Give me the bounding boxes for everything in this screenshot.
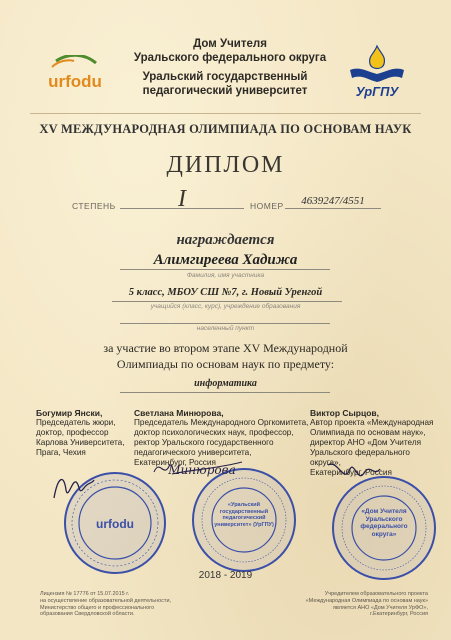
signatory-2-line: Екатеринбург, Россия xyxy=(134,458,216,467)
header-org-1 xyxy=(130,37,330,65)
footer-license xyxy=(40,591,190,618)
header-divider xyxy=(30,113,421,114)
signature-2-text: Минюрова xyxy=(168,463,236,477)
school-caption: учащийся (класс, курс), учреждение образования xyxy=(150,303,301,310)
signature-1 xyxy=(48,470,98,504)
awarded-text: награждается xyxy=(176,232,275,248)
footer-left-line: образования Свердловской области. xyxy=(40,611,135,618)
signatory-1-name: Богумир Янски, xyxy=(36,408,103,418)
region-underline xyxy=(120,323,330,324)
seal-3-center-text: «Дом Учителя Уральского федерального округа» xyxy=(360,508,408,538)
urgpu-logo xyxy=(346,44,408,100)
urfodu-logo xyxy=(38,55,112,101)
org-line-2: Уральского федерального округа xyxy=(133,52,327,64)
footer-right-line: Учредителем образовательного проекта xyxy=(324,591,428,597)
signatory-2-line: Председатель Международного Оргкомитета, xyxy=(134,418,309,427)
name-caption: Фамилия, имя участника xyxy=(186,272,265,279)
header-org-2 xyxy=(120,70,330,98)
signatory-3-line: Автор проекта «Международная xyxy=(310,418,434,427)
signatory-2-line: педагогического университета, xyxy=(134,448,252,457)
footer-right-line: г.Екатеринбург, Россия xyxy=(370,611,428,618)
signature-3 xyxy=(324,455,384,491)
subject-value: информатика xyxy=(194,378,257,389)
recipient-school: 5 класс, МБОУ СШ №7, г. Новый Уренгой xyxy=(128,287,323,298)
org-line-4: педагогический университет xyxy=(142,85,308,97)
recipient-name: Алимгиреева Хадижа xyxy=(153,252,298,268)
signatory-3-line: Олимпиада по основам наук», xyxy=(310,428,426,437)
footer-founder xyxy=(258,591,428,618)
signatory-1-line: Председатель жюри, xyxy=(36,418,116,427)
signatory-1-line: Прага, Чехия xyxy=(36,448,86,457)
footer-right-line: «Международная Олимпиада по основам наук» xyxy=(305,597,428,604)
subject-underline xyxy=(120,392,330,393)
org-line-3: Уральский государственный xyxy=(142,71,308,83)
signatory-3-line: Екатеринбург, Россия xyxy=(310,468,392,477)
signatory-3-line: Уральского федерального округа», xyxy=(310,448,410,467)
number-value: 4639247/4551 xyxy=(301,195,365,207)
number-label: НОМЕР xyxy=(250,201,284,211)
seal-2-center-text: «Уральский государственный педагогический университет» (УрГПУ) xyxy=(214,502,274,528)
signatory-1-line: доктор, профессор xyxy=(36,428,109,437)
signatory-2-name: Светлана Минюрова, xyxy=(134,408,224,418)
school-underline xyxy=(112,301,342,302)
name-underline xyxy=(120,269,330,270)
degree-value: I xyxy=(178,186,186,212)
signatory-3-line: директор АНО «Дом Учителя xyxy=(310,438,422,447)
degree-label: СТЕПЕНЬ xyxy=(72,201,116,211)
olympiad-title: XV МЕЖДУНАРОДНАЯ ОЛИМПИАДА ПО ОСНОВАМ НАУК xyxy=(39,122,412,136)
urgpu-logo-text: УрГПУ xyxy=(355,84,399,99)
footer-right-line: является АНО «Дом Учителя УрФО», xyxy=(332,604,428,611)
participation-line-1: за участие во втором этапе XV Международной xyxy=(103,341,348,355)
footer-left-line: Лицензия № 17776 от 15.07.2015 г. xyxy=(40,591,130,597)
urfodu-logo-text: urfodu xyxy=(48,72,102,91)
seal-1-center-text: urfodu xyxy=(96,517,134,531)
signatory-3-name: Виктор Сырцов, xyxy=(310,408,380,418)
signatory-2-line: доктор психологических наук, профессор, xyxy=(134,428,294,437)
footer-left-line: на осуществление образовательной деятельности, xyxy=(40,597,172,604)
footer-left-line: Министерство общего и профессионального xyxy=(40,604,155,611)
org-line-1: Дом Учителя xyxy=(193,38,267,50)
signatory-1-line: Карлова Университета, xyxy=(36,438,125,447)
region-caption: населенный пункт xyxy=(196,325,255,332)
signatory-1 xyxy=(36,408,140,458)
participation-text xyxy=(60,340,391,372)
number-underline xyxy=(285,208,381,209)
participation-line-2: Олимпиады по основам наук по предмету: xyxy=(116,357,335,371)
signature-2 xyxy=(150,452,246,486)
academic-years: 2018 - 2019 xyxy=(198,570,253,581)
diploma-title: ДИПЛОМ xyxy=(166,152,285,178)
signatory-2-line: ректор Уральского государственного xyxy=(134,438,274,447)
